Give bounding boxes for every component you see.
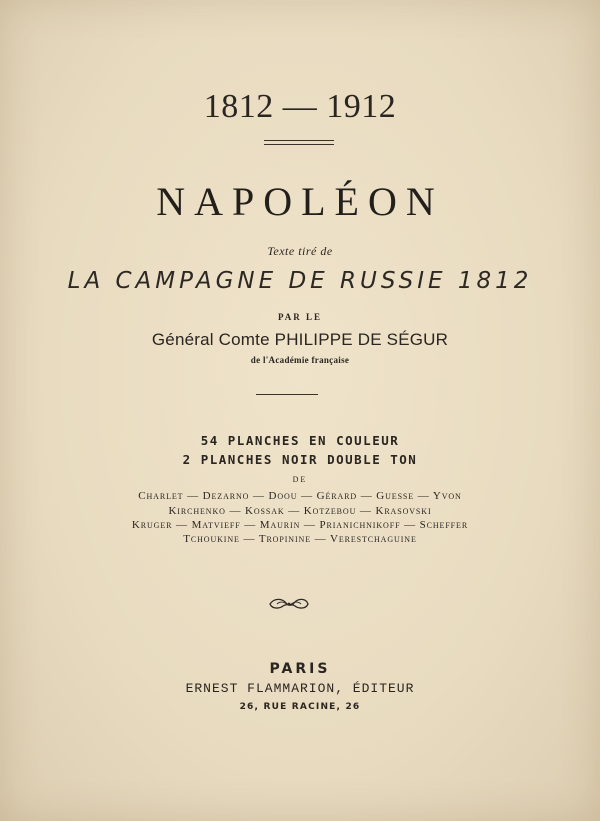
publication-city: PARIS <box>269 661 331 677</box>
artists-line: Kirchenko — Kossak — Kotzebou — Krasovski <box>168 505 432 517</box>
artists-line: Tchoukine — Tropinine — Verestchaguine <box>183 533 417 545</box>
color-plates-line: 54 PLANCHES EN COULEUR <box>200 433 400 448</box>
publisher-address: 26, RUE RACINE, 26 <box>239 702 361 712</box>
author-name: Général Comte PHILIPPE DE SÉGUR <box>151 330 449 349</box>
artists-line: Charlet — Dezarno — Doou — Gérard — Guesse — Yvon <box>138 490 462 502</box>
subtitle-intro: Texte tiré de <box>267 244 333 258</box>
artists-intro: DE <box>292 475 308 484</box>
bw-plates-line: 2 PLANCHES NOIR DOUBLE TON <box>182 452 418 467</box>
author-affiliation: de l'Académie française <box>250 355 350 365</box>
by-label: PAR LE <box>277 312 323 322</box>
single-rule-divider <box>256 394 318 395</box>
book-title: NAPOLÉON <box>156 179 444 224</box>
publisher-name: ERNEST FLAMMARION, ÉDITEUR <box>185 681 415 696</box>
artists-line: Kruger — Matvieff — Maurin — Prianichnikoff — Scheffer <box>131 519 469 531</box>
years-heading: 1812 — 1912 <box>203 88 397 125</box>
double-rule-divider <box>264 140 334 145</box>
fleuron-ornament-icon <box>268 597 310 611</box>
campaign-title: LA CAMPAGNE DE RUSSIE 1812 <box>67 268 533 294</box>
